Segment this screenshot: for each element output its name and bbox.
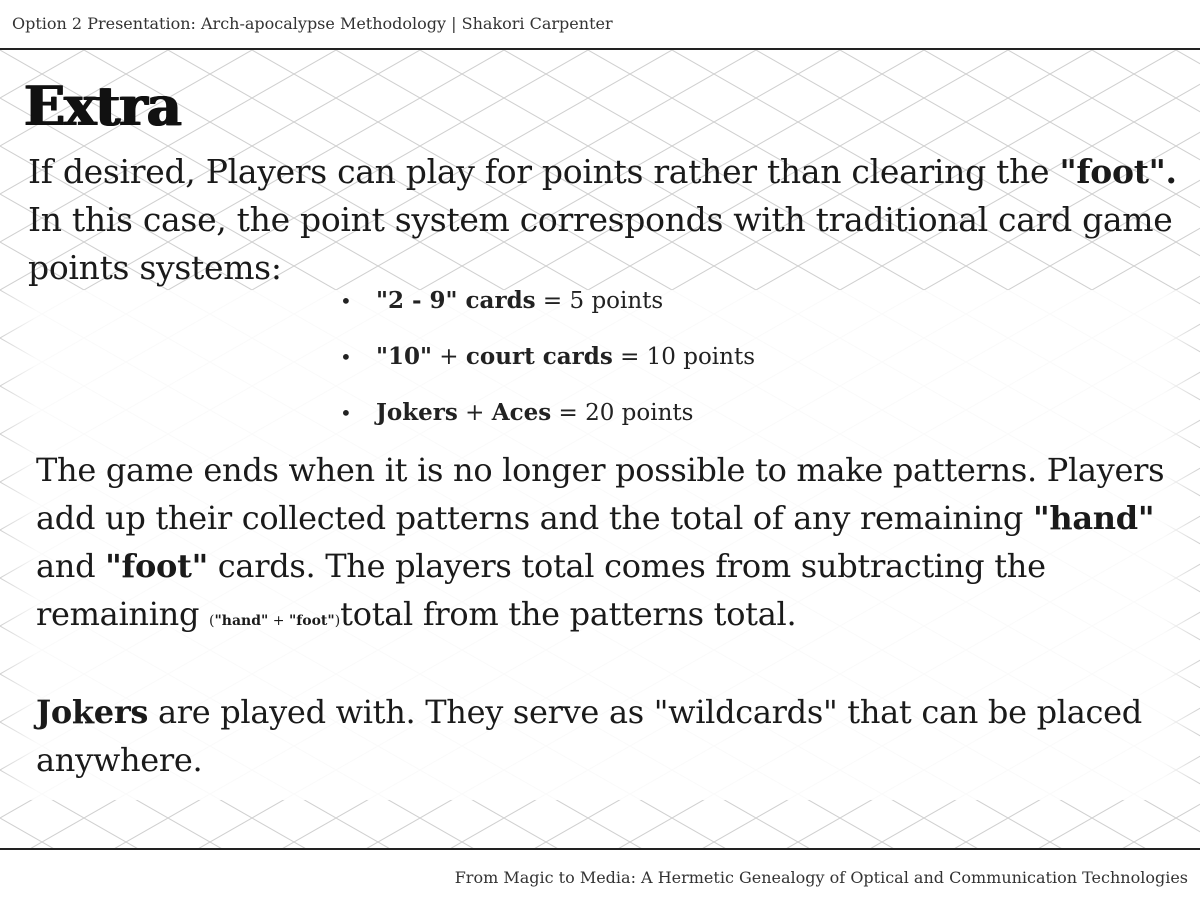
list-item — [340, 282, 755, 338]
intro-text-2: In this case, the point system corresponds with traditional card game points systems: — [28, 200, 1173, 287]
points-list — [340, 282, 755, 450]
bullet-bold: "10" — [376, 343, 432, 370]
header-bar — [0, 0, 1200, 50]
ending-paragraph — [36, 446, 1186, 645]
bullet-bold: Jokers — [376, 399, 458, 426]
ending-text-1: The game ends when it is no longer possible to make patterns. Players add up their collected patterns and the total of any remaining — [36, 451, 1165, 537]
small-paren-open: ( — [209, 613, 215, 629]
intro-text-1: If desired, Players can play for points rather than clearing the — [28, 152, 1060, 191]
ending-text-3: cards. The players total comes from subtracting the remaining — [36, 547, 1046, 633]
bullet-glyph: • — [340, 289, 352, 313]
intro-foot-bold: "foot". — [1059, 152, 1177, 191]
bullet-glyph: • — [340, 401, 352, 425]
slide-title: Extra — [24, 74, 181, 138]
small-parenthetical — [209, 613, 340, 629]
bullet-bold: court cards — [465, 343, 613, 370]
small-plus: + — [268, 613, 289, 629]
footer-bar — [0, 848, 1200, 902]
bullet-plus: + — [457, 400, 492, 426]
small-paren-close: ) — [334, 613, 341, 629]
header-text: Option 2 Presentation: Arch-apocalypse Methodology | Shakori Carpenter — [12, 14, 613, 33]
ending-foot-bold: "foot" — [105, 547, 208, 585]
small-foot: "foot" — [288, 613, 335, 629]
bullet-glyph: • — [340, 345, 352, 369]
bullet-bold: "2 - 9" cards — [376, 287, 536, 314]
bullet-rest: = 10 points — [612, 344, 756, 370]
bullet-plus: + — [431, 344, 466, 370]
jokers-text: are played with. They serve as "wildcards" that can be placed anywhere. — [36, 693, 1142, 779]
jokers-bold: Jokers — [36, 693, 149, 731]
intro-paragraph — [28, 148, 1188, 292]
bullet-bold: Aces — [491, 399, 552, 426]
footer-text: From Magic to Media: A Hermetic Genealogy of Optical and Communication Technologies — [454, 868, 1188, 887]
ending-text-4: total from the patterns total. — [340, 595, 797, 633]
bullet-rest: = 5 points — [535, 288, 664, 314]
ending-text-2: and — [36, 547, 106, 585]
small-hand: "hand" — [214, 613, 269, 629]
bullet-rest: = 20 points — [551, 400, 694, 426]
ending-hand-bold: "hand" — [1033, 499, 1155, 537]
list-item — [340, 394, 755, 450]
list-item — [340, 338, 755, 394]
jokers-paragraph — [36, 688, 1186, 784]
